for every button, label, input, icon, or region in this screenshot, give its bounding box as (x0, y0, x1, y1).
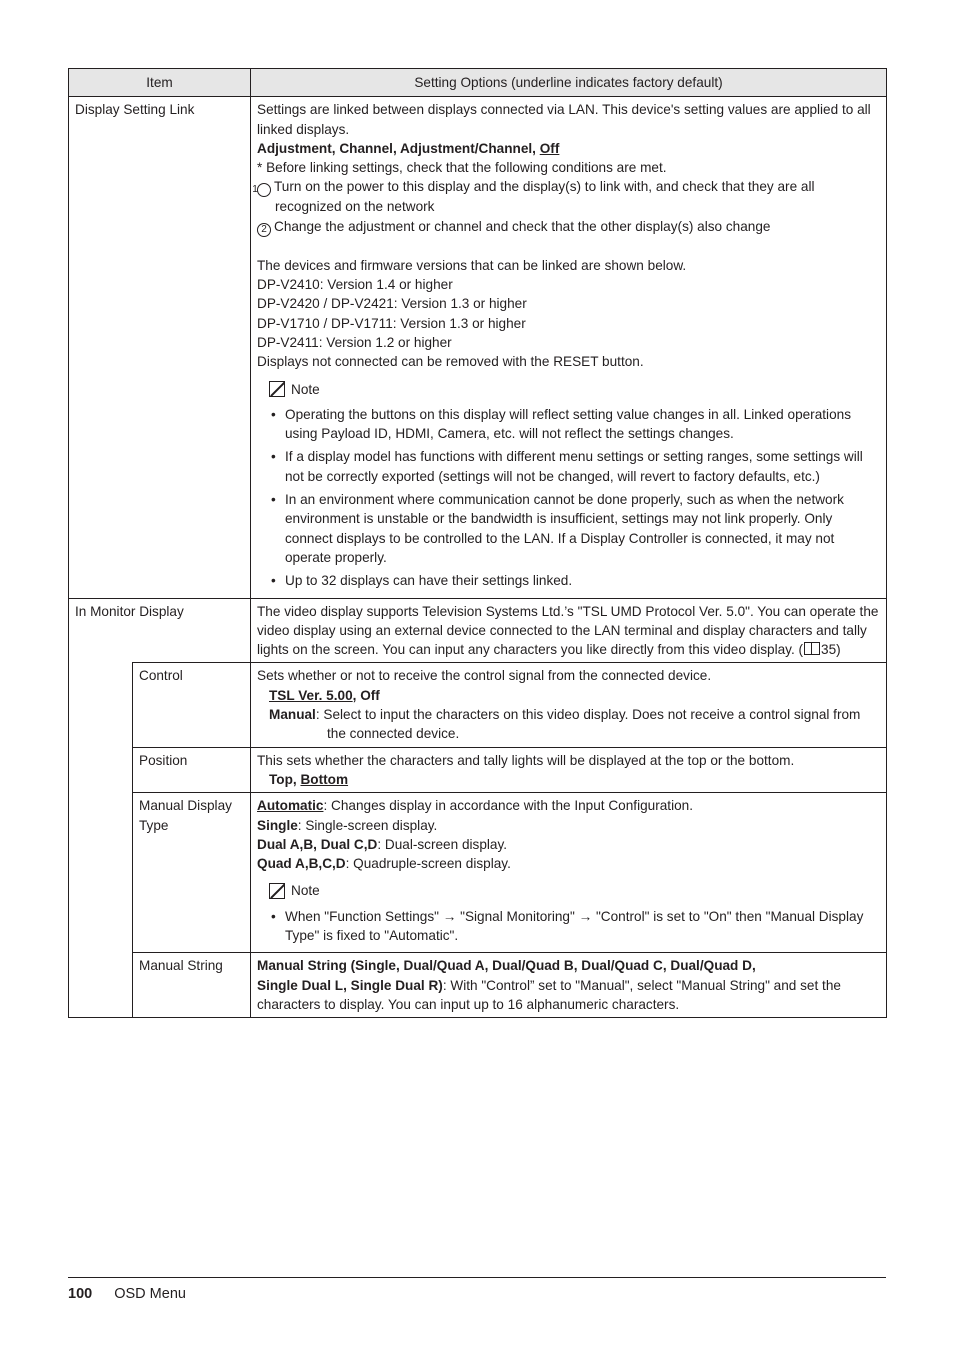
control-desc: Sets whether or not to receive the control signal from the connected device. (257, 668, 712, 684)
option-label: Dual A,B, Dual C,D (257, 836, 378, 852)
manual-desc: : Select to input the characters on this video display. Does not receive a control signal from the connected device. (315, 707, 861, 742)
options-display-setting-link (251, 97, 887, 598)
list-item: • In an environment where communication cannot be done properly, such as when the network environment is unstable or the bandwidth is insufficient, settings may not link properly. Only connect displays to be controlled to the LAN. If a Display Controller is connected, it may not operate properly. (285, 490, 881, 567)
note-list (257, 907, 881, 946)
settings-table (68, 68, 887, 1018)
option-dual (257, 835, 881, 854)
option-desc: : Single-screen display. (297, 817, 438, 833)
note-label: Note (291, 381, 320, 397)
header-item: Item (69, 69, 251, 97)
header-setting-options: Setting Options (underline indicates factory default) (251, 69, 887, 97)
options-values: Adjustment, Channel, Adjustment/Channel, (257, 140, 540, 156)
table-row (69, 97, 887, 598)
list-item: • If a display model has functions with different menu settings or setting ranges, some settings will not be correctly exported (settings will not be changed, will revert to factory defaults, etc.) (285, 447, 881, 486)
page-content (68, 68, 886, 1018)
options-position (251, 747, 887, 793)
manual-string-label-2: Single Dual L, Single Dual R) (257, 977, 443, 993)
control-manual (257, 705, 881, 744)
position-options (257, 770, 881, 789)
position-desc: This sets whether the characters and tally lights will be displayed at the top or the bottom. (257, 752, 795, 768)
table-row (69, 747, 887, 793)
options-manual-string (251, 953, 887, 1018)
option-desc: : Changes display in accordance with the Input Configuration. (323, 798, 693, 814)
manual-label: Manual (269, 707, 316, 723)
version-line: DP-V2411: Version 1.2 or higher (257, 334, 452, 350)
option-label: Single (257, 817, 298, 833)
in-monitor-desc-text: The video display supports Television Systems Ltd.’s "TSL UMD Protocol Ver. 5.0". You can operate the video display using an external device connected to the LAN terminal and display characters and tally lights on the screen. You can input any characters you like directly from this video display. ( (257, 603, 879, 658)
list-item: • Up to 32 displays can have their settings linked. (285, 571, 881, 590)
list-item: • When "Function Settings" → "Signal Monitoring" → "Control" is set to "On" then "Manual Display Type" is fixed to "Automatic". (285, 907, 881, 946)
indent-cell (69, 747, 133, 793)
table-row (69, 953, 887, 1018)
note-heading (269, 881, 881, 900)
note-list (257, 405, 881, 591)
options-in-monitor-display (251, 598, 887, 663)
note-heading (269, 380, 881, 399)
manual-string-label-1: Manual String (Single, Dual/Quad A, Dual/Quad B, Dual/Quad C, Dual/Quad D, (257, 958, 756, 974)
note-label: Note (291, 883, 320, 899)
item-control: Control (133, 663, 251, 747)
option-label: Quad A,B,C,D (257, 856, 346, 872)
options-manual-display-type (251, 793, 887, 953)
item-display-setting-link: Display Setting Link (69, 97, 251, 598)
precondition-text: * Before linking settings, check that the following conditions are met. (257, 160, 667, 176)
circled-number-1: 1 (257, 183, 271, 197)
section-title: OSD Menu (114, 1286, 186, 1302)
in-monitor-desc (257, 602, 881, 660)
versions-intro: The devices and firmware versions that can be linked are shown below. (257, 257, 687, 273)
default-option: Bottom (300, 771, 349, 787)
indent-cell (69, 793, 133, 953)
option-quad (257, 854, 881, 873)
item-in-monitor-display: In Monitor Display (69, 598, 251, 663)
indent-cell (69, 953, 133, 1018)
intro-text: Settings are linked between displays connected via LAN. This device's setting values are applied to all linked displays. (257, 102, 871, 137)
control-options (257, 686, 881, 705)
item-manual-display-type (133, 793, 251, 953)
step-1 (252, 177, 881, 216)
book-icon (804, 642, 820, 655)
version-line: DP-V2420 / DP-V2421: Version 1.3 or higher (257, 296, 527, 312)
default-option: Automatic (257, 798, 324, 814)
table-row (69, 598, 887, 663)
option-single (257, 816, 881, 835)
note-pencil-icon (269, 883, 285, 899)
page-number: 100 (68, 1286, 93, 1302)
reset-note: Displays not connected can be removed with the RESET button. (257, 354, 644, 370)
position-option-top: Top, (269, 771, 301, 787)
page-ref: 35) (821, 642, 841, 658)
default-option: TSL Ver. 5.00 (269, 687, 353, 703)
default-option: Off (539, 140, 560, 156)
step-2-text: Change the adjustment or channel and check that the other display(s) also change (274, 218, 771, 234)
step-2 (257, 217, 881, 237)
indent-cell (69, 663, 133, 747)
options-line (257, 139, 881, 158)
manual-string-text: : With "Control” set to "Manual", select "Manual String" and set the characters to display. You can input up to 16 alphanumeric characters. (257, 977, 841, 1012)
version-line: DP-V2410: Version 1.4 or higher (257, 277, 453, 293)
note-pencil-icon (269, 381, 285, 397)
footer-rule (68, 1277, 886, 1278)
item-manual-string: Manual String (133, 953, 251, 1018)
control-options-rest: , Off (352, 687, 380, 703)
footer (68, 1286, 186, 1302)
manual-string-desc (257, 976, 881, 1015)
option-desc: : Quadruple-screen display. (345, 856, 511, 872)
table-header-row (69, 69, 887, 97)
circled-number-2: 2 (257, 223, 271, 237)
step-1-text: Turn on the power to this display and the display(s) to link with, and check that they are all recognized on the network (274, 179, 815, 215)
item-position: Position (133, 747, 251, 793)
table-row (69, 793, 887, 953)
options-control (251, 663, 887, 747)
option-desc: : Dual-screen display. (377, 836, 508, 852)
version-line: DP-V1710 / DP-V1711: Version 1.3 or higher (257, 315, 526, 331)
list-item: • Operating the buttons on this display will reflect setting value changes in all. Linked operations using Payload ID, HDMI, Camera, etc. will not reflect the settings changes. (285, 405, 881, 444)
item-label-line: Type (139, 817, 169, 833)
item-label-line: Manual Display (139, 798, 232, 814)
option-automatic (257, 796, 881, 815)
table-row (69, 663, 887, 747)
